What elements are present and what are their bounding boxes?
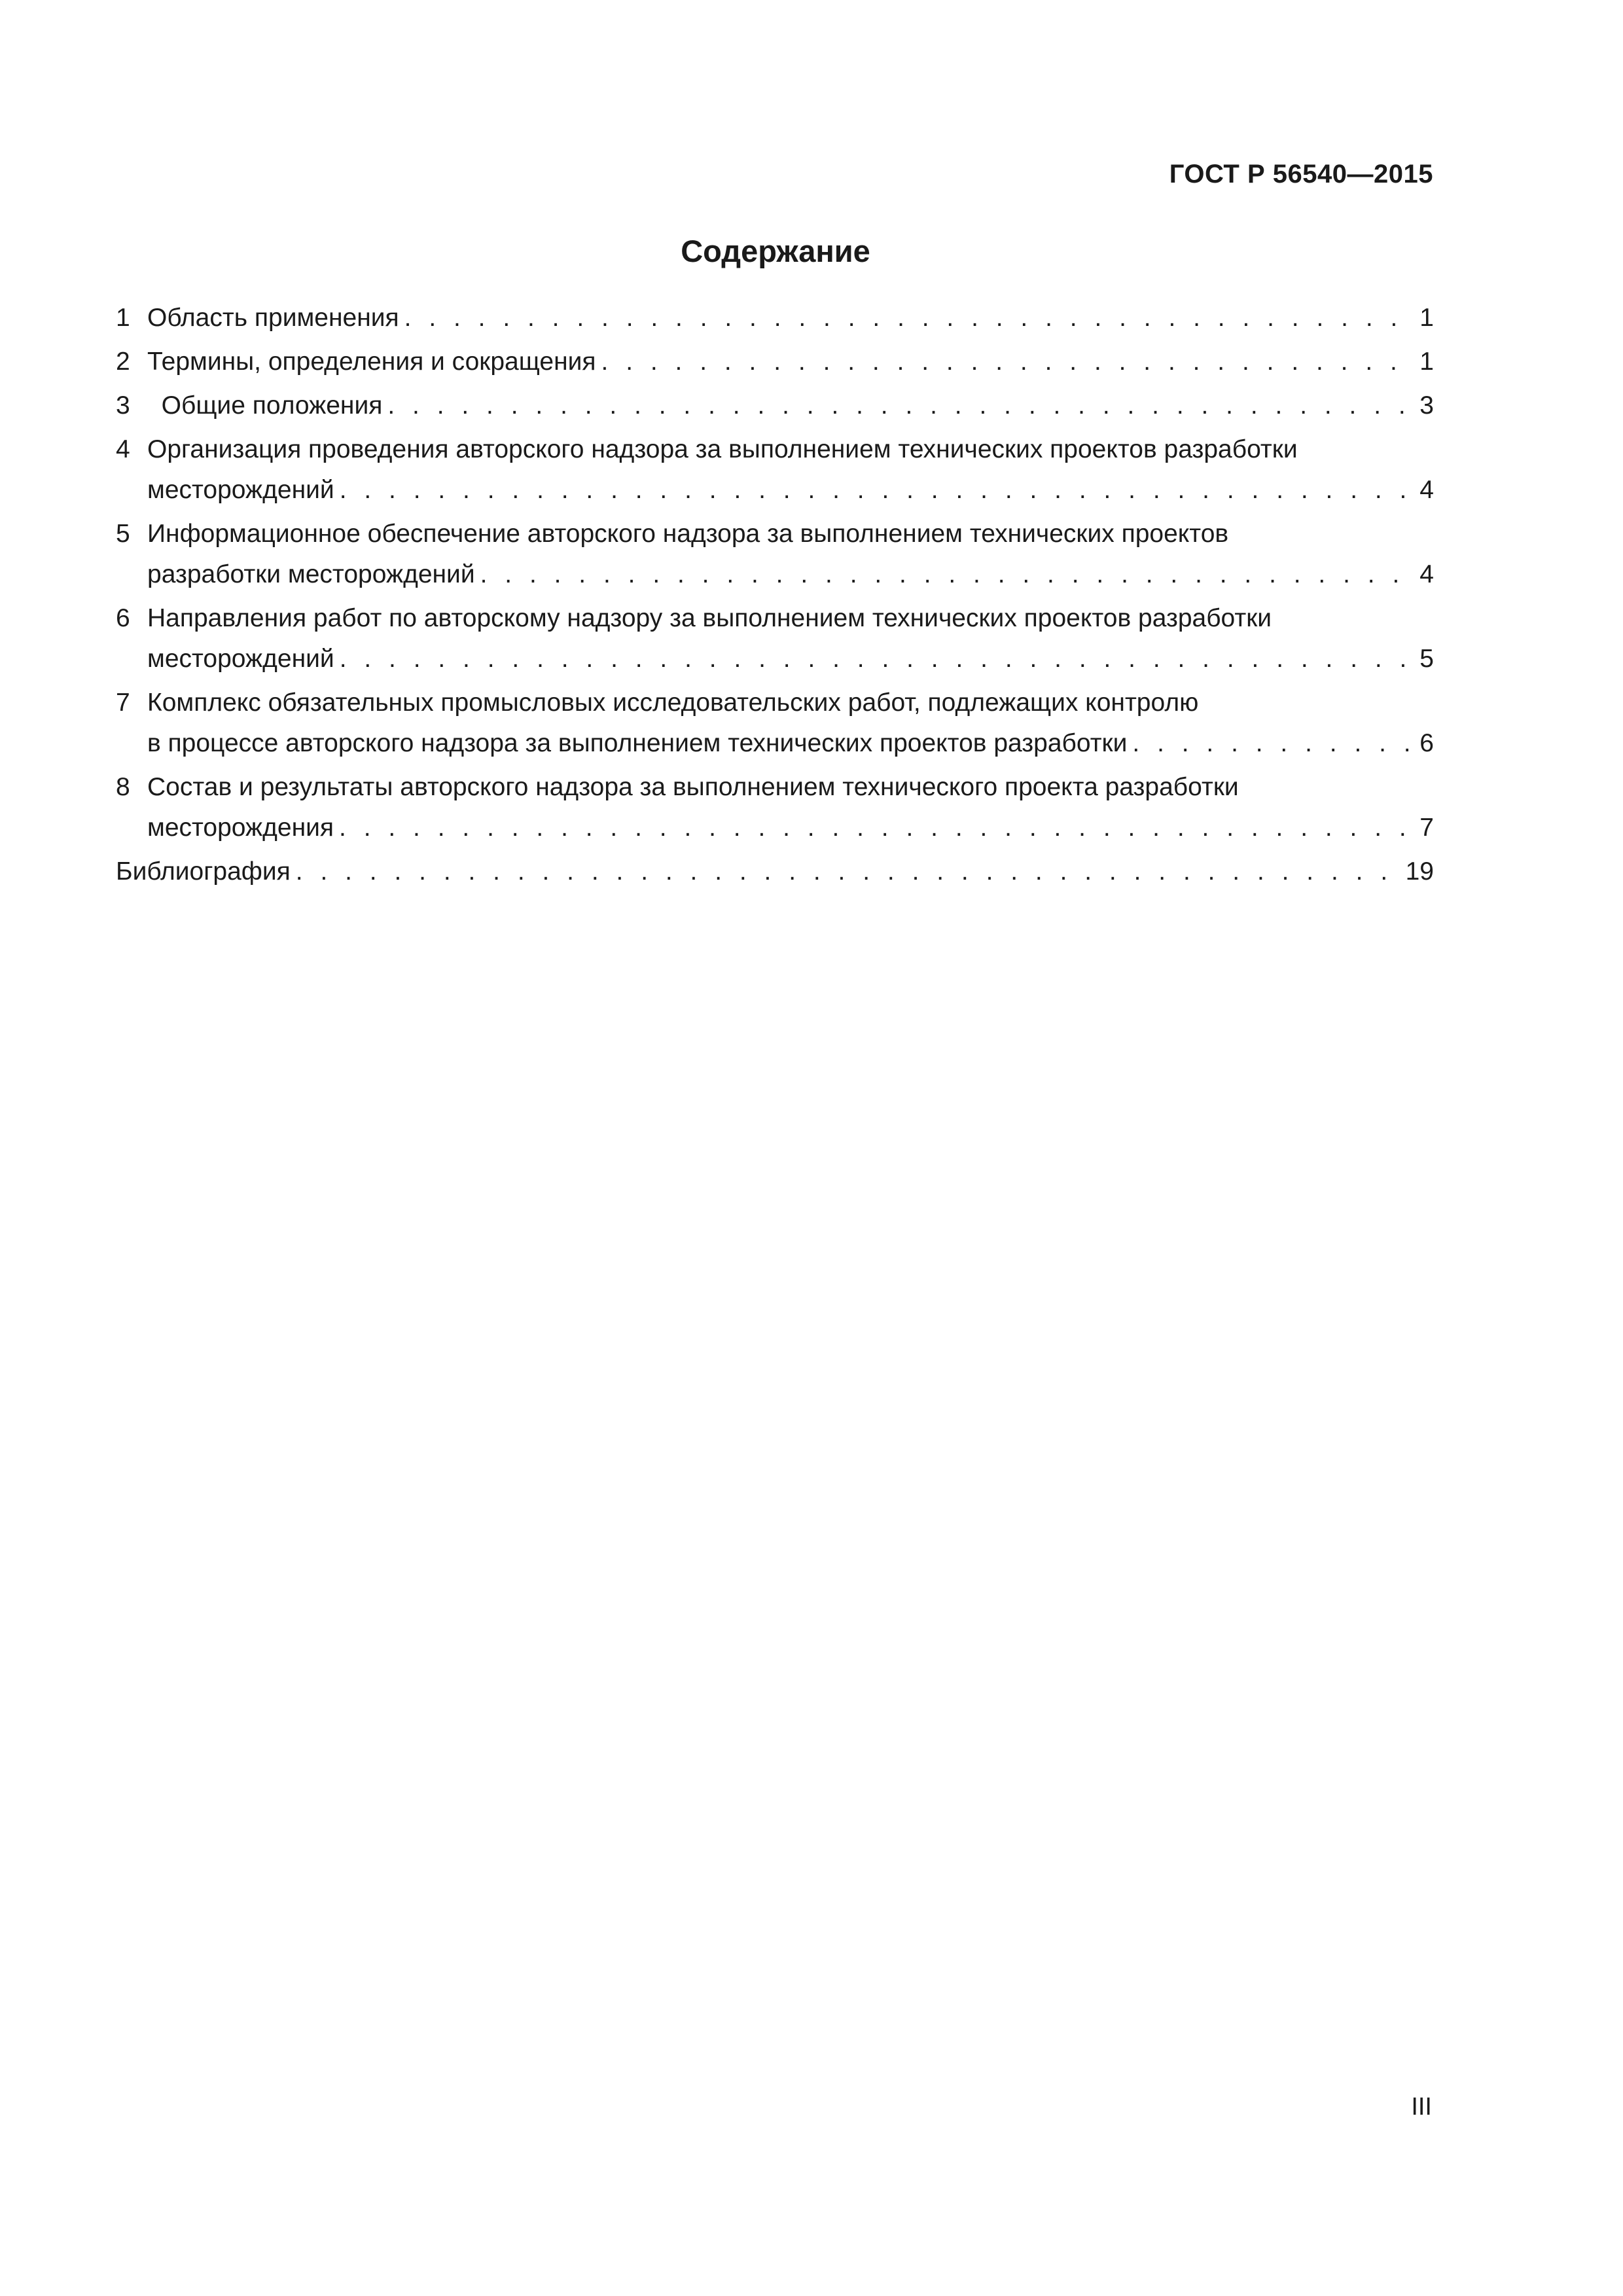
toc-entry-page: 4 bbox=[1419, 476, 1434, 504]
toc-entry-page: 7 bbox=[1419, 814, 1434, 842]
toc-entry-number: 7 bbox=[116, 689, 130, 717]
toc-entry-number: 4 bbox=[116, 435, 130, 463]
toc-entry-title: Библиография bbox=[116, 857, 291, 886]
toc-entry-bibliography[interactable] bbox=[116, 852, 1434, 892]
dot-leader bbox=[404, 298, 1416, 338]
toc-entry[interactable] bbox=[116, 386, 1434, 426]
toc-entry-page: 4 bbox=[1419, 560, 1434, 588]
toc-entry[interactable] bbox=[116, 342, 1434, 382]
toc-entry-page: 1 bbox=[1419, 304, 1434, 332]
dot-leader bbox=[340, 470, 1416, 511]
toc-entry-number: 8 bbox=[116, 773, 130, 801]
toc-entry[interactable] bbox=[116, 514, 1434, 595]
toc-entry[interactable] bbox=[116, 429, 1434, 511]
toc-entry-title-line: в процессе авторского надзора за выполнением технических проектов разработки bbox=[147, 729, 1128, 757]
toc-entry-page: 1 bbox=[1419, 348, 1434, 376]
dot-leader bbox=[296, 852, 1402, 892]
toc-entry[interactable] bbox=[116, 683, 1434, 764]
dot-leader bbox=[480, 554, 1416, 595]
dot-leader bbox=[340, 639, 1416, 679]
toc-entry-number: 5 bbox=[116, 520, 130, 548]
dot-leader bbox=[1132, 723, 1416, 764]
toc-entry[interactable] bbox=[116, 767, 1434, 848]
toc-entry-title-line: Направления работ по авторскому надзору за выполнением технических проектов разработки bbox=[147, 604, 1272, 632]
toc-entry-number: 3 bbox=[116, 391, 130, 420]
toc-entry-number: 6 bbox=[116, 604, 130, 632]
toc-entry-title: Область применения bbox=[147, 304, 399, 332]
toc-entry-title-line: месторождения bbox=[147, 814, 334, 842]
toc-entry[interactable] bbox=[116, 598, 1434, 679]
toc-entry-title-line: месторождений bbox=[147, 645, 334, 673]
toc-entry-page: 3 bbox=[1419, 391, 1434, 420]
toc-entry-number: 2 bbox=[116, 348, 130, 376]
dot-leader bbox=[601, 342, 1416, 382]
page-number: III bbox=[1411, 2093, 1432, 2121]
toc-title: Содержание bbox=[681, 234, 870, 268]
table-of-contents bbox=[116, 298, 1434, 895]
toc-entry-title-line: разработки месторождений bbox=[147, 560, 475, 588]
toc-entry-page: 19 bbox=[1405, 857, 1434, 886]
toc-entry[interactable] bbox=[116, 298, 1434, 338]
toc-entry-title-line: Организация проведения авторского надзора за выполнением технических проектов разработки bbox=[147, 435, 1298, 463]
toc-entry-page: 5 bbox=[1419, 645, 1434, 673]
dot-leader bbox=[339, 808, 1416, 848]
toc-entry-title-line: Состав и результаты авторского надзора за выполнением технического проекта разработки bbox=[147, 773, 1239, 801]
toc-entry-title: Термины, определения и сокращения bbox=[147, 348, 596, 376]
toc-entry-title: Общие положения bbox=[147, 391, 383, 420]
toc-entry-title-line: Информационное обеспечение авторского надзора за выполнением технических проектов bbox=[147, 520, 1229, 548]
document-code: ГОСТ Р 56540—2015 bbox=[1169, 160, 1433, 188]
toc-entry-page: 6 bbox=[1419, 729, 1434, 757]
dot-leader bbox=[387, 386, 1416, 426]
toc-entry-title-line: Комплекс обязательных промысловых исследовательских работ, подлежащих контролю bbox=[147, 689, 1199, 717]
toc-entry-title-line: месторождений bbox=[147, 476, 334, 504]
toc-entry-number: 1 bbox=[116, 304, 130, 332]
